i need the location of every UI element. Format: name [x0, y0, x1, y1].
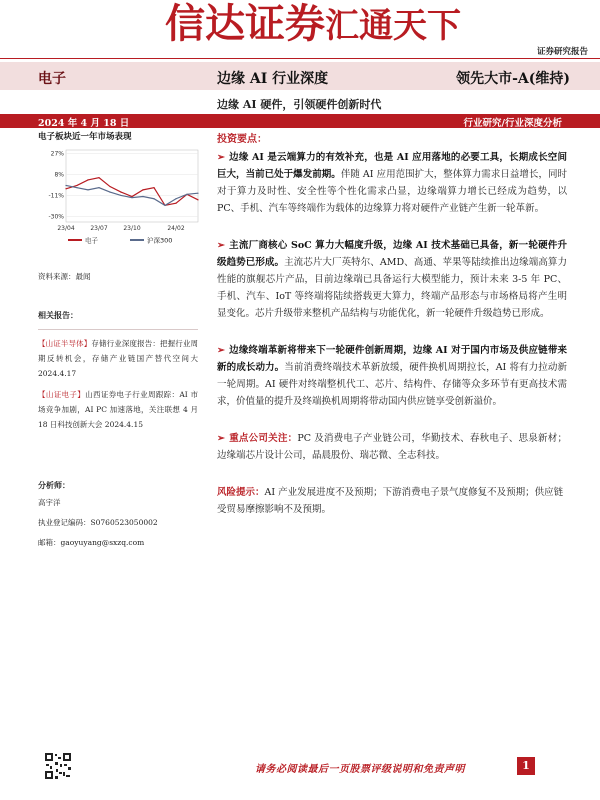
- data-point: [142, 189, 143, 190]
- related-report-tag: 【山证电子】: [38, 390, 86, 399]
- report-category: 行业研究/行业深度分析: [463, 118, 562, 129]
- key-companies-label: 重点公司关注：: [228, 433, 298, 444]
- report-title: 边缘 AI 行业深度: [217, 71, 329, 87]
- related-reports-label: 相关报告：: [38, 310, 78, 320]
- top-banner: [0, 0, 600, 58]
- analyst-name: 高宇洋: [38, 498, 61, 507]
- highlight-1-text: 伴随 AI 应用范围扩大，整体算力需求日益增长，同时对于算力及时性、安全性等个性化需求凸显，边缘端算力增长已经成为趋势，以 PC、手机、汽车等终端作为载体的边缘算力将对硬件产业链产生新一轮革新。: [217, 169, 567, 214]
- x-tick-label: 23/10: [123, 225, 141, 232]
- bullet-arrow-icon: ➢: [217, 152, 225, 163]
- related-divider: [38, 329, 198, 330]
- related-reports: [38, 308, 198, 438]
- logo-main: 信达证券: [165, 0, 325, 47]
- data-point: [142, 196, 143, 197]
- data-point: [197, 199, 198, 200]
- highlight-paragraph-1: [217, 149, 567, 217]
- data-point: [120, 191, 121, 192]
- industry-label: 电子: [38, 71, 66, 87]
- highlight-2-text: 主流芯片大厂英特尔、AMD、高通、苹果等陆续推出边缘端高算力性能的旗舰芯片产品，目前边缘端已具备运行大模型能力，预计未来 3-5 年 PC、手机、汽车、IoT 等终端将陆续搭载更大算力，终端产品形态与市场格局将产生明显变化。芯片升级带来整机产品结构与功能优化，新一轮硬件升级趋势已形成。: [217, 257, 567, 319]
- market-performance-chart: [38, 144, 206, 249]
- data-point: [76, 185, 77, 186]
- data-point: [109, 191, 110, 192]
- chart-title: 电子板块近一年市场表现: [38, 132, 132, 142]
- data-point: [175, 198, 176, 199]
- top-divider: [0, 58, 600, 59]
- data-point: [186, 194, 187, 195]
- qr-code-icon[interactable]: [44, 752, 72, 780]
- logo-slogan: 汇通天下: [325, 6, 461, 46]
- related-report-tag: 【山证半导体】: [38, 339, 92, 348]
- y-tick-label: 8%: [54, 171, 64, 179]
- risk-label: 风险提示：: [217, 487, 265, 498]
- report-subtitle: 边缘 AI 硬件，引领硬件创新时代: [217, 98, 382, 111]
- data-point: [164, 205, 165, 206]
- data-point: [65, 185, 66, 186]
- y-tick-label: -11%: [48, 192, 64, 200]
- highlight-3-text: 当前消费终端技术革新放缓，硬件换机周期拉长，AI 将有力拉动新一轮周期。AI 硬件对终端整机代工、芯片、结构件、存储等众多环节有更高技术需求，价值量的提升及终端换机周期将带动国内供应链享受创新溢价。: [217, 362, 567, 407]
- left-column: [38, 130, 206, 282]
- x-tick-label: 24/02: [167, 225, 185, 232]
- related-report-item[interactable]: [38, 336, 198, 381]
- data-point: [76, 187, 77, 188]
- analyst-license: 执业登记编码：S0760523050002: [38, 518, 158, 527]
- y-tick-label: 27%: [50, 150, 64, 158]
- data-point: [120, 195, 121, 196]
- bullet-arrow-icon: ➢: [217, 240, 225, 251]
- related-report-item[interactable]: [38, 387, 198, 432]
- related-report-text: 存储行业深度报告：把握行业周期反转机会，存储产业链国产替代空间大 2024.4.17: [38, 339, 198, 378]
- data-point: [197, 193, 198, 194]
- highlight-paragraph-2: [217, 237, 567, 322]
- data-point: [131, 197, 132, 198]
- chart-source: 资料来源：最闻: [38, 272, 91, 281]
- bullet-arrow-icon: ➢: [217, 345, 225, 356]
- brand-logo: [165, 0, 461, 56]
- data-point: [98, 187, 99, 188]
- data-point: [109, 186, 110, 187]
- data-point: [87, 189, 88, 190]
- main-content: [217, 130, 567, 518]
- highlight-2-bold: 主流厂商核心 SoC 算力大幅度升级，边缘 AI 技术基础已具备，新一轮硬件升级趋势已形成。: [217, 240, 567, 268]
- data-point: [65, 188, 66, 189]
- key-companies-paragraph: [217, 430, 567, 464]
- series-line-electronics: [66, 178, 198, 206]
- highlight-1-bold: 边缘 AI 是云端算力的有效补充，也是 AI 应用落地的必要工具，长期成长空间巨大，当前已处于爆发前期。: [217, 152, 567, 180]
- rating-label: 领先大市-A(维持): [456, 71, 570, 87]
- analyst-email[interactable]: 邮箱：gaoyuyang@sxzq.com: [38, 538, 145, 547]
- risk-warning: [217, 484, 567, 518]
- legend-label: 电子: [85, 236, 98, 245]
- disclaimer-notice: 请务必阅读最后一页股票评级说明和免责声明: [255, 764, 465, 775]
- page-number: 1: [517, 757, 535, 775]
- plot-frame: [66, 150, 198, 222]
- x-tick-label: 23/04: [57, 225, 75, 232]
- y-tick-label: -30%: [48, 213, 64, 221]
- data-point: [87, 179, 88, 180]
- highlight-paragraph-3: [217, 342, 567, 410]
- legend-label: 沪深300: [147, 236, 173, 245]
- report-date: 2024 年 4 月 18 日: [38, 118, 130, 129]
- data-point: [153, 198, 154, 199]
- bullet-arrow-icon: ➢: [217, 433, 225, 444]
- analyst-info: [38, 478, 198, 556]
- analyst-label: 分析师：: [38, 480, 70, 490]
- data-point: [153, 187, 154, 188]
- x-tick-label: 23/07: [90, 225, 108, 232]
- investment-highlights-label: 投资要点：: [217, 134, 267, 145]
- report-type-label: 证券研究报告: [536, 47, 588, 57]
- data-point: [175, 203, 176, 204]
- risk-text: AI 产业发展进度不及预期；下游消费电子景气度修复不及预期；供应链受贸易摩擦影响不及预期。: [217, 487, 564, 515]
- key-companies-text: PC 及消费电子产业链公司，华勤技术、春秋电子、思泉新材；边缘端芯片设计公司，晶晨股份、瑞芯微、全志科技。: [217, 433, 567, 461]
- highlight-3-bold: 边缘终端革新将带来下一轮硬件创新周期，边缘 AI 对于国内市场及供应链带来新的成长动力。: [217, 345, 567, 373]
- related-report-text: 山西证券电子行业周跟踪：AI 市场竞争加剧，AI PC 加速落地，关注联想 4 月 18 日科技创新大会 2024.4.15: [38, 390, 199, 429]
- data-point: [98, 177, 99, 178]
